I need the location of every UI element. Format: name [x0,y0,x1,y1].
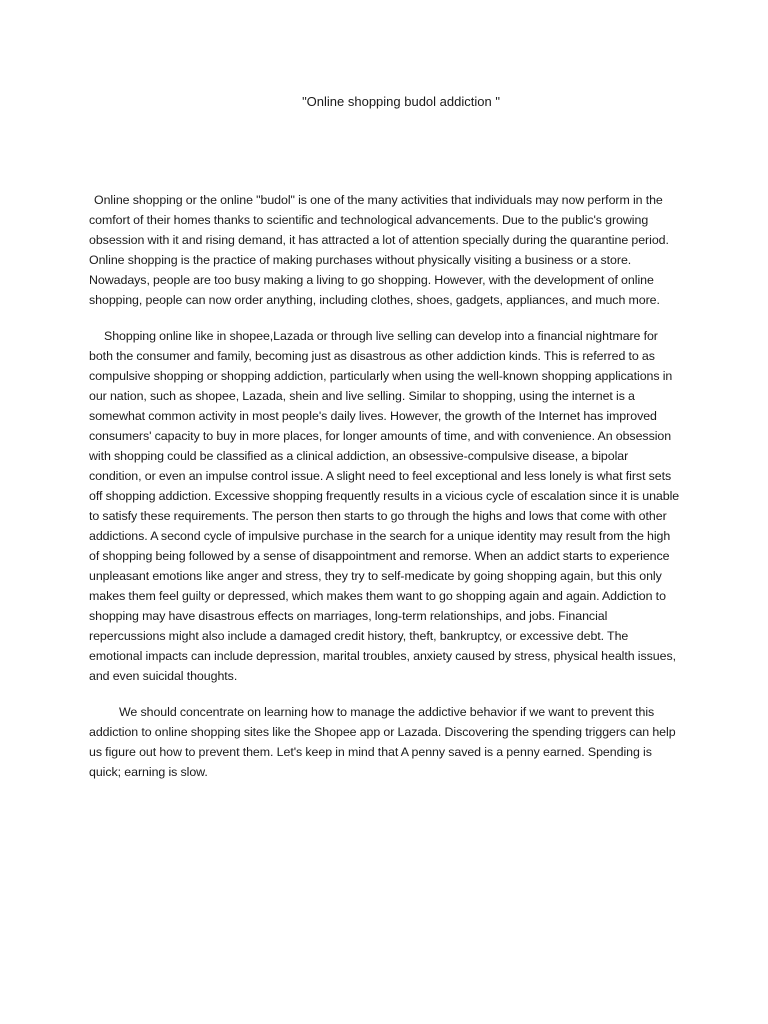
document-body [89,190,681,798]
paragraph-1: Online shopping or the online "budol" is one of the many activities that individuals may now perform in the comfort of their homes thanks to scientific and technological advancements. Due to the public's growing obsession with it and rising demand, it has attracted a lot of attention specially during the quarantine period. Online shopping is the practice of making purchases without physically visiting a business or a store. Nowadays, people are too busy making a living to go shopping. However, with the development of online shopping, people can now order anything, including clothes, shoes, gadgets, appliances, and much more. [89,193,669,307]
paragraph-3: We should concentrate on learning how to manage the addictive behavior if we want to prevent this addiction to online shopping sites like the Shopee app or Lazada. Discovering the spending triggers can help us figure out how to prevent them. Let's keep in mind that A penny saved is a penny earned. Spending is quick; earning is slow. [89,705,676,779]
paragraph-2: Shopping online like in shopee,Lazada or through live selling can develop into a financial nightmare for both the consumer and family, becoming just as disastrous as other addiction kinds. This is referred to as compulsive shopping or shopping addiction, particularly when using the well-known shopping applications in our nation, such as shopee, Lazada, shein and live selling. Similar to shopping, using the internet is a somewhat common activity in most people's daily lives. However, the growth of the Internet has improved consumers' capacity to buy in more places, for longer amounts of time, and with convenience. An obsession with shopping could be classified as a clinical addiction, an obsessive-compulsive disease, a bipolar condition, or even an impulse control issue. A slight need to feel exceptional and less lonely is what first sets off shopping addiction. Excessive shopping frequently results in a vicious cycle of escalation since it is unable to satisfy these requirements. The person then starts to go through the highs and lows that come with other addictions. A second cycle of impulsive purchase in the search for a unique identity may result from the high of shopping being followed by a sense of disappointment and remorse. When an addict starts to experience unpleasant emotions like anger and stress, they try to self-medicate by going shopping again, but this only makes them feel guilty or depressed, which makes them want to go shopping again and again. Addiction to shopping may have disastrous effects on marriages, long-term relationships, and jobs. Financial repercussions might also include a damaged credit history, theft, bankruptcy, or excessive debt. The emotional impacts can include depression, marital troubles, anxiety caused by stress, physical health issues, and even suicidal thoughts. [89,329,680,683]
document-title: "Online shopping budol addiction " [302,94,500,109]
